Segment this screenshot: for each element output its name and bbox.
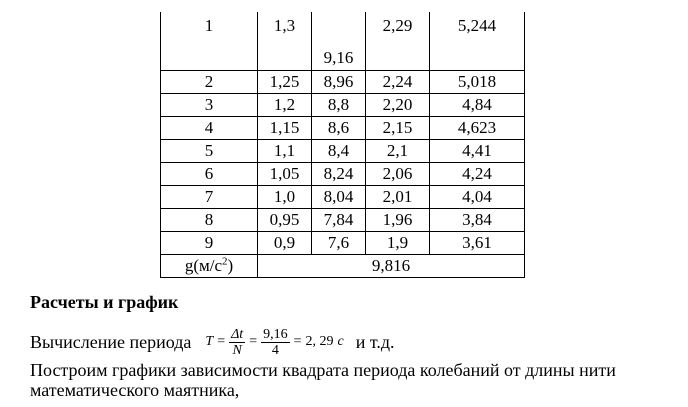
cell-period-squared: 4,24 [430,163,525,186]
cell-number: 6 [161,163,258,186]
measurement-table [160,12,525,278]
formula-result: 2, 29 [305,334,334,349]
cell-period-squared: 4,41 [430,140,525,163]
cell-number: 5 [161,140,258,163]
formula-eq-3: = [293,334,302,349]
cell-period-squared: 5,018 [430,71,525,94]
cell-length: 1,15 [258,117,312,140]
fraction-denominator: N [232,342,242,358]
section-heading: Расчеты и график [30,292,179,312]
table-row [161,117,525,140]
cell-period: 2,29 [366,12,430,71]
fraction-dt-over-N [229,327,245,358]
cell-time: 9,16 [312,12,366,71]
cell-length: 1,05 [258,163,312,186]
period-calculation [30,322,395,362]
cell-time: 8,4 [312,140,366,163]
cell-period-squared: 5,244 [430,12,525,71]
cell-number: 1 [161,12,258,71]
cell-period: 1,9 [366,232,430,255]
formula-unit: с [337,334,344,349]
table-row [161,71,525,94]
cell-number: 8 [161,209,258,232]
cell-number: 9 [161,232,258,255]
table-row [161,186,525,209]
period-formula [205,327,343,358]
cell-time: 8,8 [312,94,366,117]
cell-period: 2,01 [366,186,430,209]
cell-g-label [161,255,258,278]
cell-period: 2,15 [366,117,430,140]
cell-period-squared: 3,61 [430,232,525,255]
cell-period-squared: 4,04 [430,186,525,209]
cell-length: 0,9 [258,232,312,255]
fraction-values [261,327,290,358]
cell-length: 1,1 [258,140,312,163]
cell-time: 8,6 [312,117,366,140]
cell-number: 7 [161,186,258,209]
cell-length: 1,2 [258,94,312,117]
table-row [161,163,525,186]
cell-length: 1,0 [258,186,312,209]
g-label-suffix: ) [227,256,234,275]
formula-eq-2: = [249,334,258,349]
cell-period-squared: 4,623 [430,117,525,140]
table-row [161,94,525,117]
fraction-value-numerator: 9,16 [263,326,288,342]
cell-time: 8,96 [312,71,366,94]
cell-length: 1,25 [258,71,312,94]
cell-period-squared: 3,84 [430,209,525,232]
cell-period-squared: 4,84 [430,94,525,117]
g-label-prefix: g(м/с [184,256,222,275]
table-row [161,232,525,255]
cell-length: 0,95 [258,209,312,232]
formula-eq-1: = [217,334,226,349]
cell-number: 4 [161,117,258,140]
table-row [161,12,525,71]
cell-time: 7,6 [312,232,366,255]
cell-length: 1,3 [258,12,312,71]
cell-g-value: 9,816 [258,255,525,278]
cell-period: 2,06 [366,163,430,186]
cell-period: 2,20 [366,94,430,117]
cell-time: 8,04 [312,186,366,209]
cell-time: 8,24 [312,163,366,186]
body-paragraph: Построим графики зависимости квадрата периода колебаний от длины нити математического маятника, [30,360,616,400]
fraction-value-denominator: 4 [271,342,279,358]
cell-period: 2,24 [366,71,430,94]
cell-time: 7,84 [312,209,366,232]
calc-prefix: Вычисление периода [30,331,192,352]
formula-T: T [205,334,214,349]
fraction-numerator: Δt [231,326,244,342]
calc-suffix: и т.д. [355,331,395,352]
table-row-g [161,255,525,278]
g-label-sup: 2 [222,255,228,268]
cell-period: 2,1 [366,140,430,163]
cell-period: 1,96 [366,209,430,232]
table-row [161,140,525,163]
cell-number: 2 [161,71,258,94]
cell-number: 3 [161,94,258,117]
table-row [161,209,525,232]
